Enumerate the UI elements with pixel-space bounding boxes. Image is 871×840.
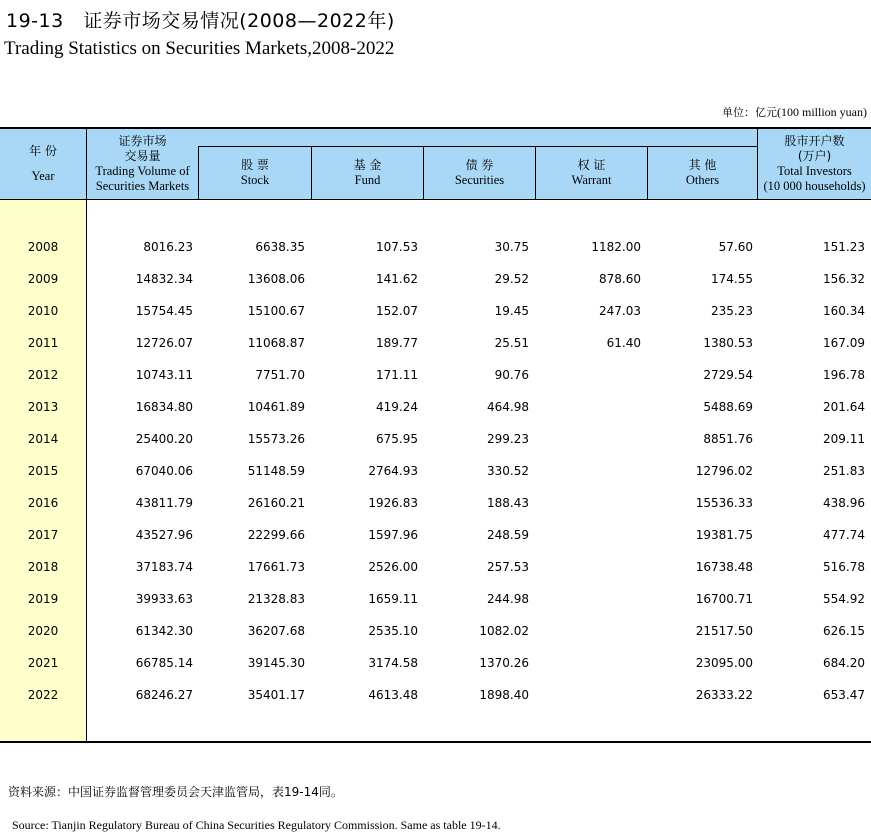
page-title-en: Trading Statistics on Securities Markets,2008-2022	[4, 38, 395, 59]
cell-volume: 10743.11	[135, 368, 193, 382]
cell-year: 2021	[27, 656, 59, 670]
cell-investors: 251.83	[823, 464, 865, 478]
cell-volume: 25400.20	[135, 432, 193, 446]
table-row	[0, 231, 871, 263]
cell-warrant: 878.60	[599, 272, 641, 286]
table-row	[0, 295, 871, 327]
cell-year: 2018	[27, 560, 59, 574]
table-row	[0, 679, 871, 711]
cell-others: 12796.02	[695, 464, 753, 478]
table-row	[0, 551, 871, 583]
cell-others: 16700.71	[695, 592, 753, 606]
source-note-cn: 资料来源：中国证券监督管理委员会天津监管局，表19-14同。	[8, 785, 343, 799]
header-volume	[86, 129, 198, 199]
table-row	[0, 647, 871, 679]
header-securities-cn: 债 券	[465, 158, 494, 172]
cell-volume: 61342.30	[135, 624, 193, 638]
cell-investors: 438.96	[823, 496, 865, 510]
cell-securities: 19.45	[494, 304, 529, 318]
cell-others: 23095.00	[695, 656, 753, 670]
cell-stock: 6638.35	[255, 240, 305, 254]
cell-securities: 257.53	[487, 560, 529, 574]
cell-others: 21517.50	[695, 624, 753, 638]
cell-fund: 107.53	[376, 240, 418, 254]
unit-label	[722, 104, 867, 120]
cell-year: 2017	[27, 528, 59, 542]
header-year-cn: 年 份	[29, 144, 57, 158]
cell-year: 2019	[27, 592, 59, 606]
cell-others: 174.55	[711, 272, 753, 286]
table-row	[0, 327, 871, 359]
cell-stock: 36207.68	[247, 624, 305, 638]
cell-securities: 25.51	[494, 336, 529, 350]
table-row	[0, 263, 871, 295]
header-others	[647, 147, 757, 199]
cell-investors: 160.34	[823, 304, 865, 318]
header-investors-en1: Total Investors	[777, 164, 852, 178]
cell-volume: 16834.80	[135, 400, 193, 414]
header-others-cn: 其 他	[688, 158, 717, 172]
cell-stock: 7751.70	[255, 368, 305, 382]
cell-investors: 201.64	[823, 400, 865, 414]
cell-investors: 653.47	[823, 688, 865, 702]
cell-year: 2020	[27, 624, 59, 638]
cell-year: 2010	[27, 304, 59, 318]
cell-volume: 37183.74	[135, 560, 193, 574]
cell-volume: 43527.96	[135, 528, 193, 542]
cell-securities: 330.52	[487, 464, 529, 478]
cell-year: 2014	[27, 432, 59, 446]
cell-others: 1380.53	[703, 336, 753, 350]
cell-fund: 171.11	[376, 368, 418, 382]
header-stock-cn: 股 票	[241, 158, 269, 172]
cell-volume: 68246.27	[135, 688, 193, 702]
cell-others: 19381.75	[695, 528, 753, 542]
cell-securities: 464.98	[487, 400, 529, 414]
cell-volume: 66785.14	[135, 656, 193, 670]
statistics-table	[0, 127, 871, 744]
cell-year: 2013	[27, 400, 59, 414]
cell-stock: 35401.17	[247, 688, 305, 702]
cell-investors: 196.78	[823, 368, 865, 382]
cell-investors: 516.78	[823, 560, 865, 574]
cell-fund: 3174.58	[368, 656, 418, 670]
source-note-en: Source: Tianjin Regulatory Bureau of China Securities Regulatory Commission. Same as table 19-14.	[12, 818, 501, 832]
cell-securities: 244.98	[487, 592, 529, 606]
cell-investors: 167.09	[823, 336, 865, 350]
cell-warrant: 1182.00	[591, 240, 641, 254]
cell-others: 16738.48	[695, 560, 753, 574]
cell-securities: 188.43	[487, 496, 529, 510]
cell-volume: 15754.45	[135, 304, 193, 318]
page-title-cn: 19-13 证券市场交易情况(2008—2022年)	[6, 10, 395, 32]
cell-fund: 2526.00	[368, 560, 418, 574]
header-volume-en2: Securities Markets	[95, 179, 190, 193]
cell-stock: 22299.66	[247, 528, 305, 542]
cell-securities: 90.76	[494, 368, 529, 382]
cell-stock: 17661.73	[247, 560, 305, 574]
header-fund-en: Fund	[354, 173, 381, 187]
header-volume-cn2: 交易量	[124, 149, 161, 163]
cell-securities: 30.75	[494, 240, 529, 254]
cell-fund: 1926.83	[368, 496, 418, 510]
header-warrant-en: Warrant	[571, 173, 612, 187]
header-stock	[198, 147, 311, 199]
cell-others: 8851.76	[703, 432, 753, 446]
cell-others: 57.60	[718, 240, 753, 254]
cell-securities: 1082.02	[479, 624, 529, 638]
cell-fund: 189.77	[376, 336, 418, 350]
cell-stock: 26160.21	[247, 496, 305, 510]
cell-fund: 2764.93	[368, 464, 418, 478]
cell-investors: 684.20	[823, 656, 865, 670]
header-investors-cn2: (万户)	[797, 149, 832, 163]
cell-others: 15536.33	[695, 496, 753, 510]
cell-securities: 248.59	[487, 528, 529, 542]
table-bottom-rule	[0, 741, 871, 743]
cell-year: 2008	[27, 240, 59, 254]
cell-warrant: 61.40	[606, 336, 641, 350]
cell-stock: 21328.83	[247, 592, 305, 606]
table-row	[0, 423, 871, 455]
cell-volume: 43811.79	[135, 496, 193, 510]
header-securities-en: Securities	[454, 173, 505, 187]
cell-others: 5488.69	[703, 400, 753, 414]
cell-year: 2015	[27, 464, 59, 478]
cell-fund: 2535.10	[368, 624, 418, 638]
cell-fund: 4613.48	[368, 688, 418, 702]
cell-year: 2016	[27, 496, 59, 510]
table-row	[0, 391, 871, 423]
unit-cn: 单位：亿元	[722, 106, 777, 119]
table-row	[0, 519, 871, 551]
cell-fund: 152.07	[376, 304, 418, 318]
cell-stock: 11068.87	[247, 336, 305, 350]
table-row	[0, 487, 871, 519]
cell-stock: 15100.67	[247, 304, 305, 318]
cell-volume: 14832.34	[135, 272, 193, 286]
cell-securities: 1370.26	[479, 656, 529, 670]
cell-investors: 209.11	[823, 432, 865, 446]
cell-others: 235.23	[711, 304, 753, 318]
cell-volume: 39933.63	[135, 592, 193, 606]
header-securities	[423, 147, 535, 199]
cell-stock: 13608.06	[247, 272, 305, 286]
header-warrant-cn: 权 证	[577, 158, 606, 172]
cell-volume: 12726.07	[135, 336, 193, 350]
unit-en: (100 million yuan)	[777, 105, 867, 119]
cell-warrant: 247.03	[599, 304, 641, 318]
cell-stock: 39145.30	[247, 656, 305, 670]
table-row	[0, 455, 871, 487]
table-header	[0, 129, 871, 199]
header-sub-rule	[198, 146, 757, 147]
cell-investors: 554.92	[823, 592, 865, 606]
cell-fund: 1659.11	[368, 592, 418, 606]
header-fund-cn: 基 金	[353, 158, 382, 172]
cell-investors: 626.15	[823, 624, 865, 638]
header-warrant	[535, 147, 647, 199]
header-stock-en: Stock	[240, 173, 270, 187]
cell-year: 2011	[27, 336, 59, 350]
header-investors-en2: (10 000 households)	[763, 179, 866, 193]
cell-volume: 8016.23	[143, 240, 193, 254]
header-investors	[757, 129, 871, 199]
cell-stock: 10461.89	[247, 400, 305, 414]
cell-others: 26333.22	[695, 688, 753, 702]
cell-others: 2729.54	[703, 368, 753, 382]
cell-securities: 29.52	[494, 272, 529, 286]
cell-year: 2022	[27, 688, 59, 702]
header-investors-cn1: 股市开户数	[784, 134, 845, 148]
cell-volume: 67040.06	[135, 464, 193, 478]
cell-year: 2009	[27, 272, 59, 286]
cell-stock: 15573.26	[247, 432, 305, 446]
cell-fund: 675.95	[376, 432, 418, 446]
header-others-en: Others	[685, 173, 720, 187]
cell-fund: 1597.96	[368, 528, 418, 542]
table-row	[0, 359, 871, 391]
cell-stock: 51148.59	[247, 464, 305, 478]
cell-securities: 1898.40	[479, 688, 529, 702]
header-fund	[311, 147, 423, 199]
cell-investors: 477.74	[823, 528, 865, 542]
header-volume-en1: Trading Volume of	[95, 164, 190, 178]
cell-investors: 156.32	[823, 272, 865, 286]
cell-year: 2012	[27, 368, 59, 382]
header-year	[0, 129, 86, 199]
cell-investors: 151.23	[823, 240, 865, 254]
header-bottom-rule	[0, 199, 871, 200]
cell-securities: 299.23	[487, 432, 529, 446]
table-row	[0, 583, 871, 615]
table-row	[0, 615, 871, 647]
cell-fund: 141.62	[376, 272, 418, 286]
cell-fund: 419.24	[376, 400, 418, 414]
header-volume-cn1: 证券市场	[118, 134, 167, 148]
header-year-en: Year	[31, 169, 55, 183]
